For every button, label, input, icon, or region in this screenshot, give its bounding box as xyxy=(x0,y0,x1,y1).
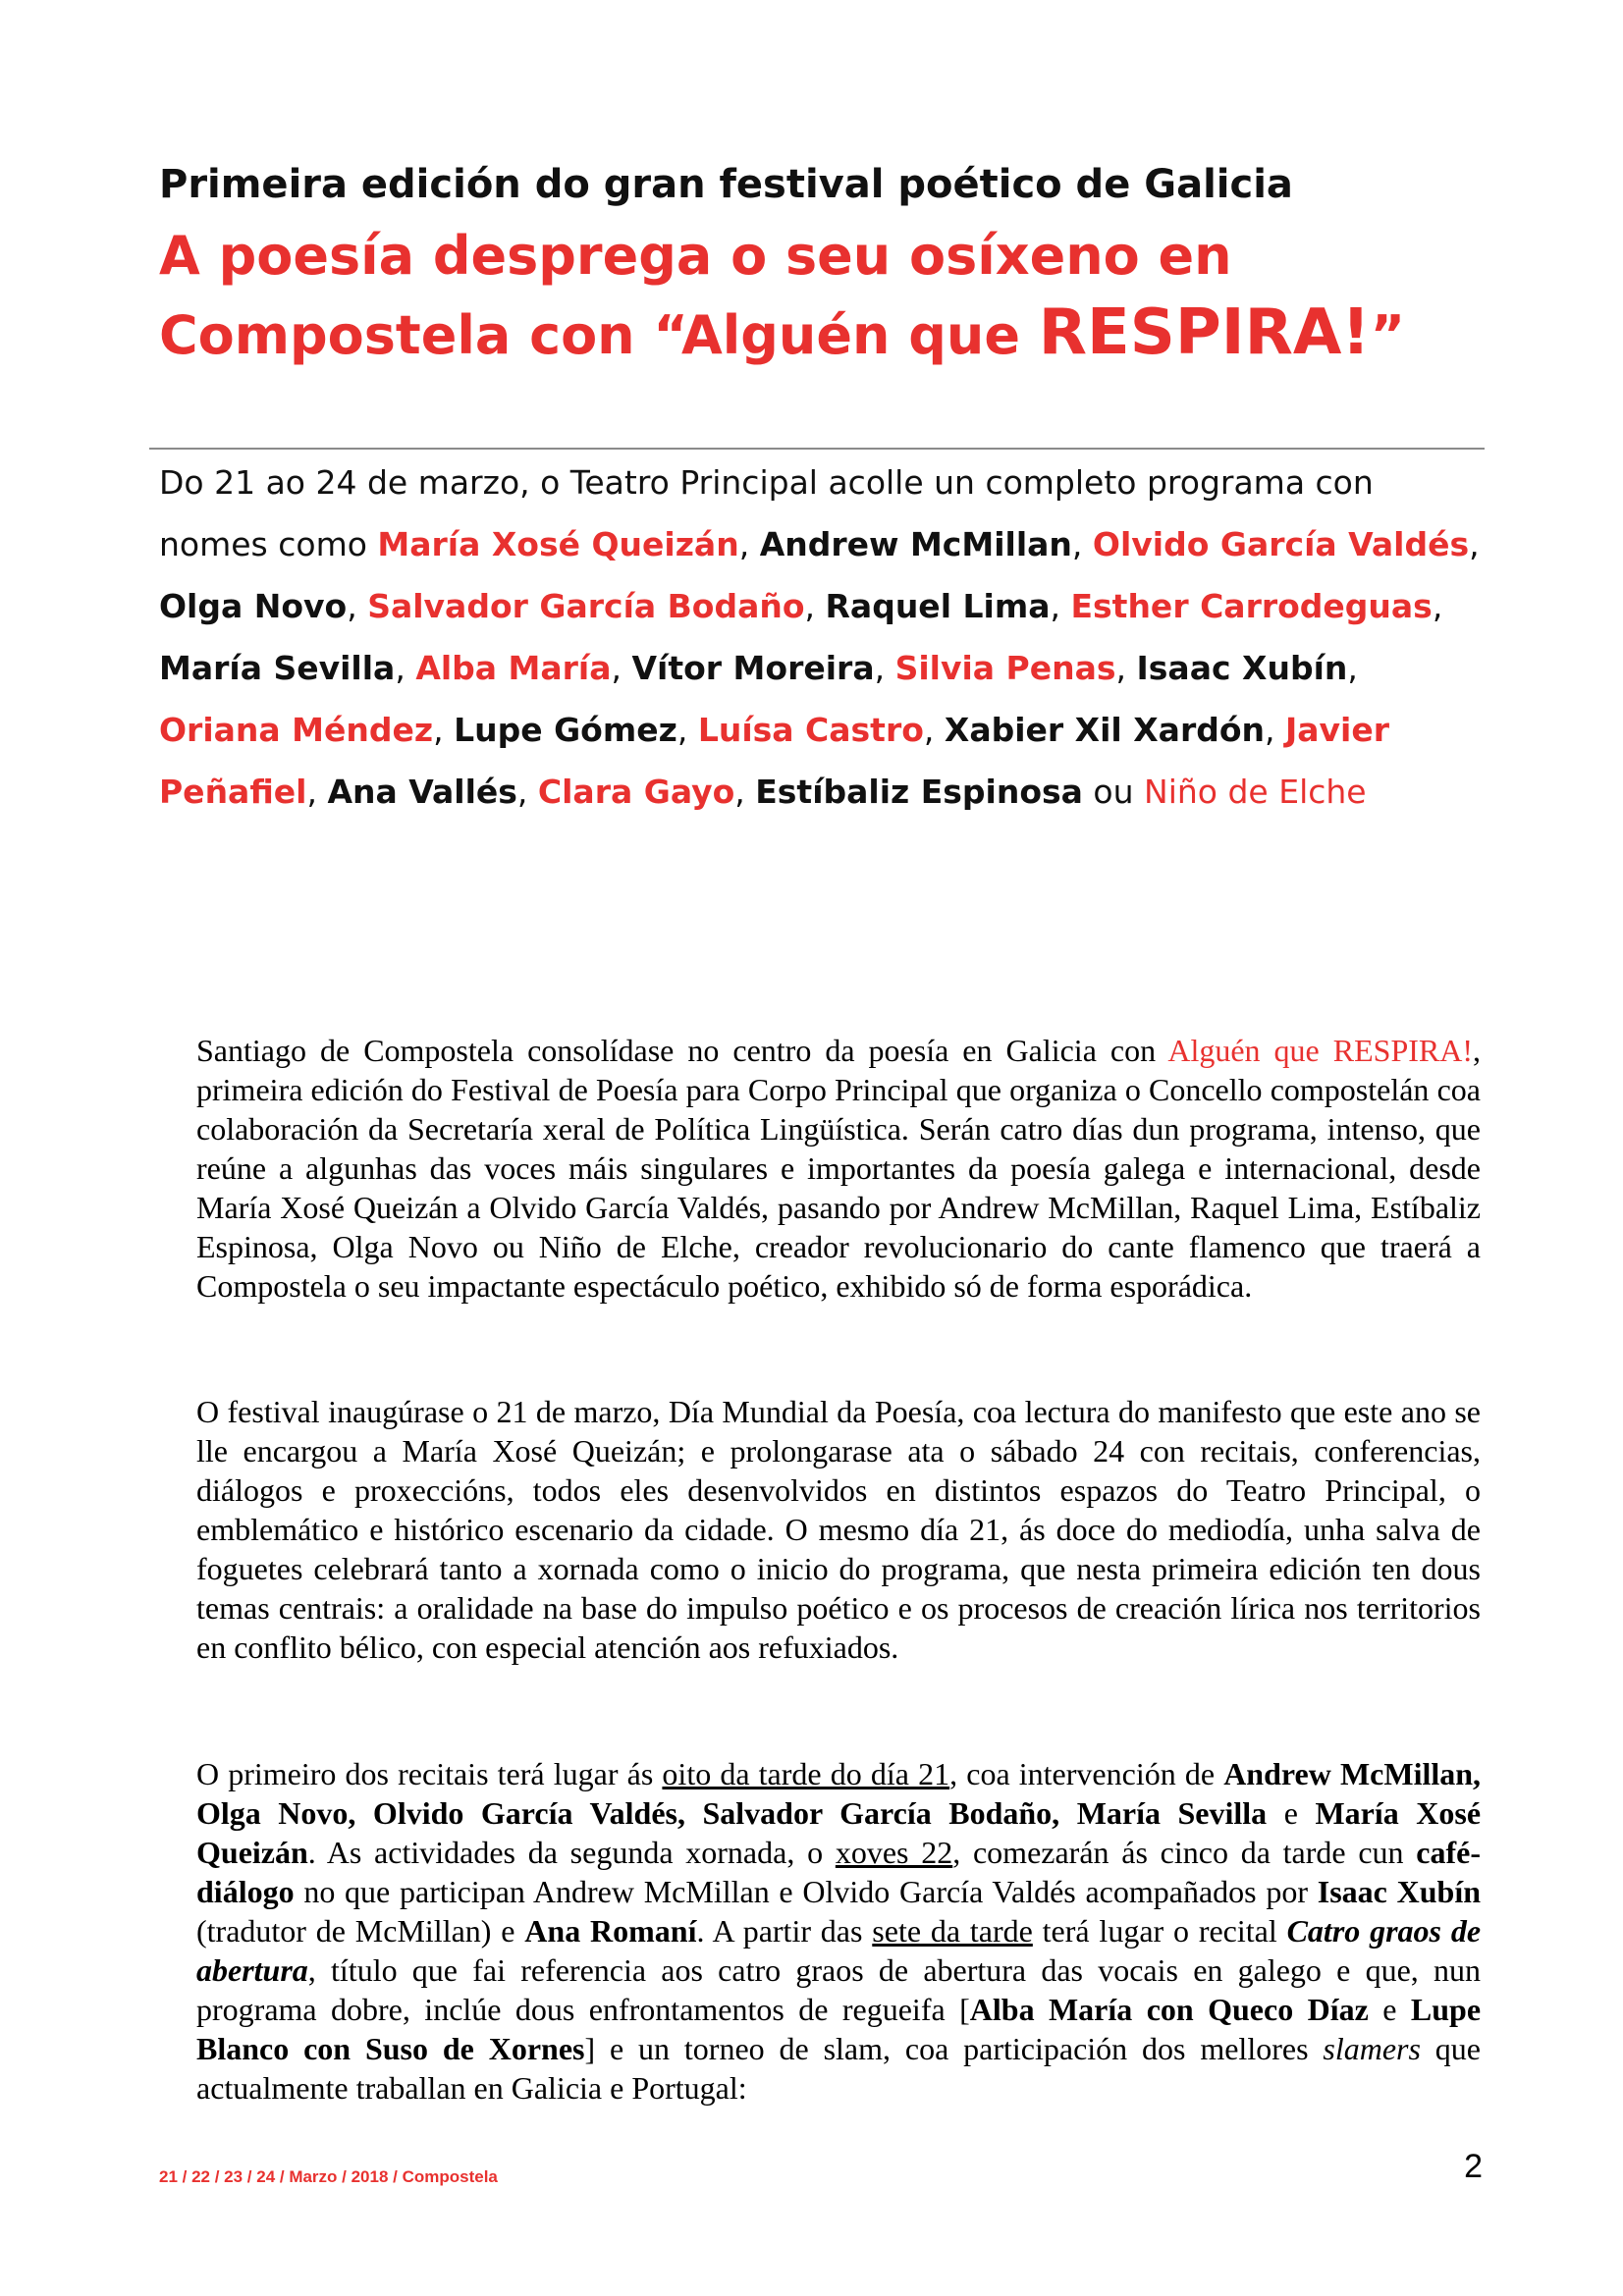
p3-bold-event: café-diálogo xyxy=(196,1835,1482,1909)
lead-name: Luísa Castro xyxy=(697,711,924,749)
headline-text: A poesía desprega o seu osíxeno en Compostela con “Alguén que xyxy=(159,225,1232,366)
p3-bold-pairing: Lupe Blanco con Suso de Xornes xyxy=(196,1992,1482,2066)
p3-text: , título que fai referencia aos catro graos de abertura das vocais en galego e que, nun programa dobre, inclúe dous enfrontamentos de regueifa [ xyxy=(196,1952,1481,2027)
lead-separator: , xyxy=(306,773,328,811)
p3-text: que actualmente traballan en Galicia e Portugal: xyxy=(196,2031,1482,2106)
lead-separator: , xyxy=(676,711,698,749)
lead-name: Estíbaliz Espinosa xyxy=(755,773,1083,811)
lead-name: Olga Novo xyxy=(159,587,348,625)
headline xyxy=(159,218,1485,374)
lead-name: Xabier Xil Xardón xyxy=(944,711,1266,749)
p3-text: O primeiro dos recitais terá lugar ás xyxy=(196,1756,663,1791)
p3-text: , comezarán ás cinco da tarde cun xyxy=(952,1835,1417,1870)
lead-separator: , xyxy=(1469,525,1480,563)
headline-emphasis: RESPIRA! xyxy=(1038,296,1371,369)
lead-name-list xyxy=(159,525,1480,811)
lead-name: Salvador García Bodaño xyxy=(367,587,805,625)
lead-name: Alba María xyxy=(415,649,612,687)
lead-separator: , xyxy=(1115,649,1137,687)
p3-underlined-date: xoves 22 xyxy=(835,1835,953,1870)
footer-dates: 21 / 22 / 23 / 24 / Marzo / 2018 / Compostela xyxy=(159,2167,498,2186)
p1-text-b: , primeira edición do Festival de Poesía para Corpo Principal que organiza o Concello compostelán coa colaboración da Secretaría xeral de Política Lingüística. Serán catro días dun programa, intenso, que reúne a algunhas das voces máis singulares e importantes da poesía galega e internacional, desde María Xosé Queizán a Olvido García Valdés, pasando por Andrew McMillan, Raquel Lima, Estíbaliz Espinosa, Olga Novo ou Niño de Elche, creador revolucionario do cante flamenco que traerá a Compostela o seu impactante espectáculo poético, exhibido só de forma esporádica. xyxy=(196,1033,1482,1304)
p3-bold-pairing: Alba María con Queco Díaz xyxy=(969,1992,1369,2027)
lead-name: Lupe Gómez xyxy=(454,711,677,749)
lead-name: Clara Gayo xyxy=(537,773,735,811)
p3-text: e xyxy=(1267,1795,1316,1831)
p3-bold-name: Ana Romaní xyxy=(524,1913,697,1949)
p3-bold-name: Isaac Xubín xyxy=(1317,1874,1482,1909)
lead-separator: , xyxy=(611,649,632,687)
p3-text: e xyxy=(1368,1992,1411,2027)
lead-separator: , xyxy=(433,711,455,749)
p1-text-a: Santiago de Compostela consolídase no centro da poesía en Galicia con xyxy=(196,1033,1168,1068)
lead-name: Vítor Moreira xyxy=(631,649,875,687)
lead-name: Olvido García Valdés xyxy=(1092,525,1470,563)
p3-bold-names: Andrew McMillan, Olga Novo, Olvido García Valdés, Salvador García Bodaño, María Sevilla xyxy=(196,1756,1482,1831)
lead-separator: , xyxy=(734,773,756,811)
lead-last-name: Niño de Elche xyxy=(1144,773,1367,811)
p3-text: . A partir das xyxy=(696,1913,873,1949)
lead-separator: , xyxy=(1265,711,1285,749)
lead-name: Esther Carrodeguas xyxy=(1070,587,1433,625)
divider xyxy=(149,448,1485,450)
p3-recital-title: Catro graos de abertura xyxy=(196,1913,1482,1988)
p3-underlined-time: oito da tarde do día 21 xyxy=(662,1756,950,1791)
p3-text: no que participan Andrew McMillan e Olvido García Valdés acompañados por xyxy=(294,1874,1318,1909)
p3-text: . As actividades da segunda xornada, o xyxy=(307,1835,836,1870)
body-paragraph-3 xyxy=(196,1754,1481,2108)
body-paragraph-1 xyxy=(196,1031,1481,1306)
lead-separator: , xyxy=(874,649,895,687)
p3-text: (tradutor de McMillan) e xyxy=(196,1913,525,1949)
lead-paragraph xyxy=(159,452,1485,823)
p3-text: , coa intervención de xyxy=(949,1756,1224,1791)
p3-bold-name: María Xosé Queizán xyxy=(196,1795,1482,1870)
lead-name: Silvia Penas xyxy=(894,649,1116,687)
lead-name: Raquel Lima xyxy=(825,587,1051,625)
page-number: 2 xyxy=(1464,2148,1483,2185)
lead-separator: , xyxy=(1050,587,1071,625)
festival-name: Alguén que RESPIRA! xyxy=(1167,1033,1474,1068)
lead-separator: , xyxy=(1432,587,1443,625)
p3-text: terá lugar o recital xyxy=(1032,1913,1287,1949)
lead-separator: , xyxy=(1071,525,1093,563)
lead-name: Javier Peñafiel xyxy=(159,711,1390,811)
p3-italic-term: slamers xyxy=(1323,2031,1421,2066)
lead-separator: ou xyxy=(1082,773,1145,811)
lead-separator: , xyxy=(804,587,826,625)
lead-name: Ana Vallés xyxy=(327,773,517,811)
lead-separator: , xyxy=(395,649,416,687)
lead-name: Oriana Méndez xyxy=(159,711,434,749)
lead-separator: , xyxy=(516,773,538,811)
lead-separator: , xyxy=(738,525,760,563)
lead-name: Isaac Xubín xyxy=(1136,649,1348,687)
lead-name: María Xosé Queizán xyxy=(377,525,739,563)
lead-separator: , xyxy=(1347,649,1358,687)
headline-close-quote: ” xyxy=(1370,304,1406,366)
p3-text: ] e un torneo de slam, coa participación dos mellores xyxy=(584,2031,1324,2066)
lead-separator: , xyxy=(347,587,368,625)
lead-name: Andrew McMillan xyxy=(759,525,1072,563)
p3-underlined-time: sete da tarde xyxy=(872,1913,1033,1949)
lead-name: María Sevilla xyxy=(159,649,396,687)
lead-separator: , xyxy=(923,711,945,749)
body-paragraph-2: O festival inaugúrase o 21 de marzo, Día Mundial da Poesía, coa lectura do manifesto que este ano se lle encargou a María Xosé Queizán; e prolongarase ata o sábado 24 con recitais, conferencias, diálogos e proxeccións, todos eles desenvolvidos en distintos espazos do Teatro Principal, o emblemático e histórico escenario da cidade. O mesmo día 21, ás doce do mediodía, unha salva de foguetes celebrará tanto a xornada como o inicio do programa, que nesta primeira edición ten dous temas centrais: a oralidade na base do impulso poético e os procesos de creación lírica nos territorios en conflito bélico, con especial atención aos refuxiados. xyxy=(196,1394,1481,1665)
lead-intro: Do 21 ao 24 de marzo, o Teatro Principal acolle un completo programa con nomes como xyxy=(159,463,1374,563)
kicker-heading: Primeira edición do gran festival poético de Galicia xyxy=(159,162,1293,207)
